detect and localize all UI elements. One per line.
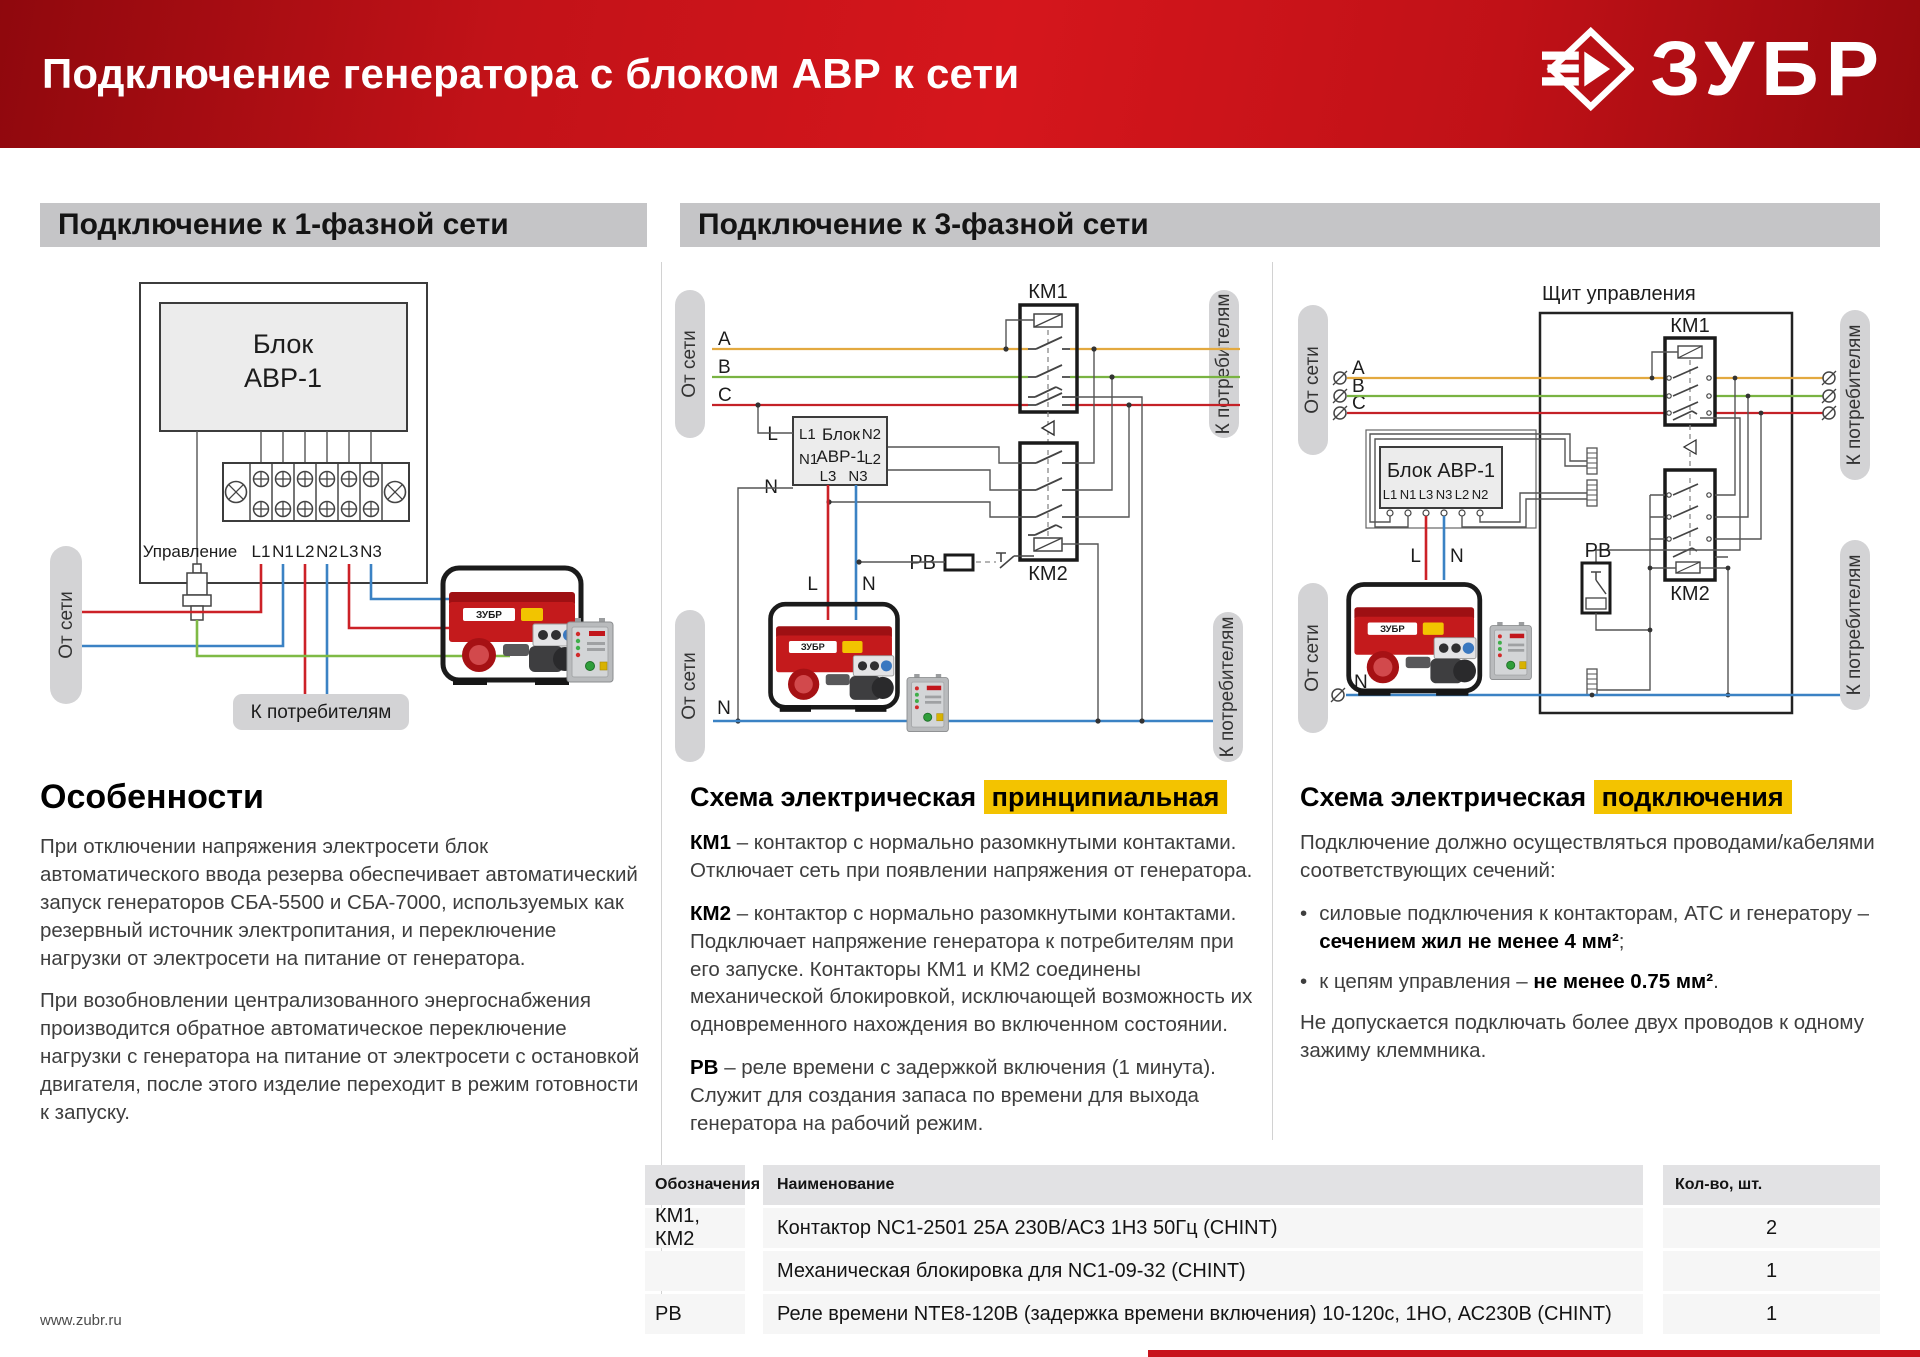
from-net-pill-bottom — [1298, 583, 1328, 733]
terminal-strip — [223, 463, 409, 521]
cell-designation: РВ — [645, 1294, 745, 1334]
phase-labels — [718, 329, 732, 406]
table-row — [645, 1294, 1880, 1334]
svg-text:L: L — [1410, 546, 1421, 567]
svg-text:N2: N2 — [861, 426, 881, 443]
svg-text:N: N — [1354, 672, 1368, 693]
svg-text:Управление: Управление — [142, 542, 238, 561]
single-phase-wiring-diagram — [40, 268, 647, 738]
neutral-rail — [1331, 672, 1870, 702]
cell-qty: 1 — [1663, 1294, 1880, 1334]
svg-text:L1: L1 — [251, 542, 271, 561]
from-net-pill-top — [1298, 305, 1328, 455]
three-phase-schematic-diagram — [660, 250, 1272, 765]
svg-text:N1: N1 — [272, 542, 294, 561]
bullet-icon: • — [1300, 901, 1308, 925]
features-section — [40, 778, 642, 1142]
connection-note: Не допускается подключать более двух проводов к одному зажиму клеммника. — [1300, 1011, 1864, 1063]
svg-text:Блок: Блок — [252, 329, 314, 359]
brand-logo — [1542, 26, 1886, 112]
from-net-pill — [50, 546, 82, 704]
ln-feed — [735, 402, 793, 723]
mechanical-interlock-icon — [1042, 412, 1054, 443]
pb-description: РВ – реле времени с задержкой включения (1 минута). Служит для создания запаса по времени для выхода генератора на рабочий режим. — [690, 1056, 1216, 1135]
cell-designation — [645, 1251, 745, 1291]
cell-name: Реле времени NTE8-120B (задержка времени включения) 10-120с, 1НО, АС230В (CHINT) — [763, 1294, 1643, 1334]
svg-text:L: L — [807, 574, 818, 595]
svg-text:N3: N3 — [1435, 487, 1453, 502]
phase-input-terminals — [1333, 358, 1366, 420]
time-relay — [1582, 540, 1652, 632]
panel-title: Щит управления — [1542, 283, 1696, 305]
avr-block — [1366, 430, 1587, 528]
svg-text:К потребителям: К потребителям — [1213, 293, 1234, 435]
page-title: Подключение генератора с блоком АВР к сети — [42, 50, 1020, 97]
parts-table — [645, 1165, 1880, 1337]
connection-title-highlight: подключения — [1594, 780, 1792, 814]
svg-text:C: C — [1352, 393, 1366, 414]
col-header-designation: Обозначения — [645, 1165, 745, 1205]
generator-wires — [807, 485, 875, 620]
svg-text:N: N — [717, 698, 731, 719]
features-paragraph-2: При возобновлении централизованного энергоснабжения производится обратное автоматическое переключение нагрузки с генератора на питание от электросети с остановкой двигателя, после этого изделие переходит в режим готовности к запуску. — [40, 989, 640, 1124]
svg-text:N3: N3 — [848, 468, 868, 485]
time-relay — [856, 552, 1034, 574]
svg-text:К потребителям: К потребителям — [1844, 324, 1865, 466]
svg-text:КМ1: КМ1 — [1028, 281, 1068, 303]
col-header-name: Наименование — [763, 1165, 1643, 1205]
svg-text:N2: N2 — [1471, 487, 1489, 502]
cell-name: Контактор NC1-2501 25А 230В/АС3 1Н3 50Гц (CHINT) — [763, 1208, 1643, 1248]
avr-block — [160, 303, 407, 431]
svg-text:К потребителям: К потребителям — [1217, 616, 1238, 758]
generator-wires — [1410, 516, 1463, 580]
website-url: www.zubr.ru — [40, 1312, 122, 1329]
svg-text:От сети: От сети — [679, 330, 700, 398]
svg-text:От сети: От сети — [56, 591, 77, 659]
to-consumers-pill-top — [1209, 290, 1239, 438]
features-paragraph-1: При отключении напряжения электросети блок автоматического ввода резерва обеспечивает автоматический запуск генераторов СБА-5500 и СБА-7000, используемых как резервный источник электропитания, и переключение нагрузки от электросети на питание от генератора. — [40, 835, 638, 970]
svg-text:АВР-1: АВР-1 — [243, 363, 323, 393]
km2-contactor — [1020, 443, 1077, 585]
svg-text:A: A — [718, 329, 731, 350]
svg-text:B: B — [1352, 376, 1365, 397]
svg-text:L1: L1 — [1382, 487, 1398, 502]
svg-text:N: N — [862, 574, 876, 595]
svg-text:От сети: От сети — [679, 652, 700, 720]
schematic-description-section — [690, 782, 1262, 1153]
svg-text:К потребителям: К потребителям — [250, 702, 392, 723]
to-consumers-pill-bottom — [1840, 540, 1870, 710]
svg-text:N: N — [1450, 546, 1464, 567]
schematic-title: Схема электрическая принципиальная — [690, 782, 1262, 813]
table-row — [645, 1251, 1880, 1291]
svg-text:N3: N3 — [360, 542, 382, 561]
svg-text:N2: N2 — [316, 542, 338, 561]
km1-description: КМ1 – контактор с нормально разомкнутыми контактами. Отключает сеть при появлении напряжения от генератора. — [690, 831, 1253, 882]
mechanical-interlock-icon — [1684, 425, 1696, 470]
bottom-red-strip — [1148, 1350, 1920, 1357]
connection-intro: Подключение должно осуществляться проводами/кабелями соответствующих сечений: — [1300, 831, 1875, 882]
svg-text:АВР-1: АВР-1 — [816, 447, 866, 466]
section-header-1phase: Подключение к 1-фазной сети — [40, 203, 647, 247]
from-net-pill-top — [675, 290, 705, 438]
connection-scheme-diagram — [1280, 250, 1900, 765]
connection-bullet-2: • к цепям управления – не менее 0.75 мм². — [1300, 968, 1888, 996]
terminal-labels — [143, 542, 382, 561]
svg-text:РВ: РВ — [1584, 540, 1612, 562]
km1-contactor — [1003, 281, 1077, 412]
col-header-qty: Кол-во, шт. — [1663, 1165, 1880, 1205]
connection-bullet-1: • силовые подключения к контакторам, АТС и генератору – сечением жил не менее 4 мм²; — [1300, 900, 1888, 956]
svg-text:Блок АВР-1: Блок АВР-1 — [1386, 460, 1496, 482]
svg-text:L3: L3 — [819, 468, 837, 485]
table-row — [645, 1205, 1880, 1250]
avr-block — [793, 417, 887, 485]
svg-text:КМ2: КМ2 — [1028, 563, 1068, 585]
svg-text:L3: L3 — [1418, 487, 1434, 502]
svg-text:A: A — [1352, 358, 1365, 379]
svg-text:L2: L2 — [1454, 487, 1470, 502]
bullet-icon: • — [1300, 969, 1308, 993]
to-consumers-pill-top — [1840, 310, 1870, 480]
km2-description: КМ2 – контактор с нормально разомкнутыми контактами. Подключает напряжение генератора к потребителям при его запуске. Контакторы КМ1 и КМ2 соединены механической блокировкой, исключающей возможность их одновременного нахождения во включенном состоянии. — [690, 901, 1253, 1037]
to-consumers-pill-bottom — [1213, 612, 1243, 762]
cell-qty: 2 — [1663, 1208, 1880, 1248]
schematic-title-highlight: принципиальная — [984, 780, 1228, 814]
cell-name: Механическая блокировка для NC1-09-32 (CHINT) — [763, 1251, 1643, 1291]
svg-text:C: C — [718, 385, 732, 406]
connection-description-section — [1300, 782, 1888, 1080]
svg-text:N1: N1 — [799, 451, 819, 468]
svg-text:L2: L2 — [864, 451, 881, 468]
km2-contactor — [1665, 470, 1715, 605]
svg-text:L: L — [767, 424, 778, 445]
svg-text:От сети: От сети — [1302, 346, 1323, 414]
zubr-logo-icon — [1542, 26, 1634, 112]
cell-qty: 1 — [1663, 1251, 1880, 1291]
section-header-3phase: Подключение к 3-фазной сети — [680, 203, 1880, 247]
svg-text:L2: L2 — [295, 542, 315, 561]
svg-text:От сети: От сети — [1302, 624, 1323, 692]
svg-text:К потребителям: К потребителям — [1844, 554, 1865, 696]
km1-contactor — [1650, 315, 1715, 425]
table-header-row — [645, 1165, 1880, 1205]
connection-title: Схема электрическая подключения — [1300, 782, 1888, 813]
to-consumers-pill — [233, 694, 409, 730]
svg-text:L1: L1 — [799, 426, 816, 443]
svg-text:N1: N1 — [1399, 487, 1417, 502]
svg-text:РВ: РВ — [909, 552, 936, 574]
features-title: Особенности — [40, 778, 264, 816]
svg-text:B: B — [718, 357, 731, 378]
phase-lines — [712, 349, 1240, 405]
svg-text:N: N — [764, 477, 778, 498]
column-divider-2 — [1272, 262, 1273, 1140]
svg-text:L3: L3 — [339, 542, 359, 561]
cell-designation: КМ1, КМ2 — [645, 1208, 745, 1248]
svg-text:КМ1: КМ1 — [1670, 315, 1710, 337]
page-header-banner — [0, 0, 1920, 148]
from-net-pill-bottom — [675, 610, 705, 762]
svg-text:Блок: Блок — [822, 425, 860, 444]
brand-logo-text: ЗУБР — [1650, 25, 1886, 112]
svg-text:КМ2: КМ2 — [1670, 583, 1710, 605]
